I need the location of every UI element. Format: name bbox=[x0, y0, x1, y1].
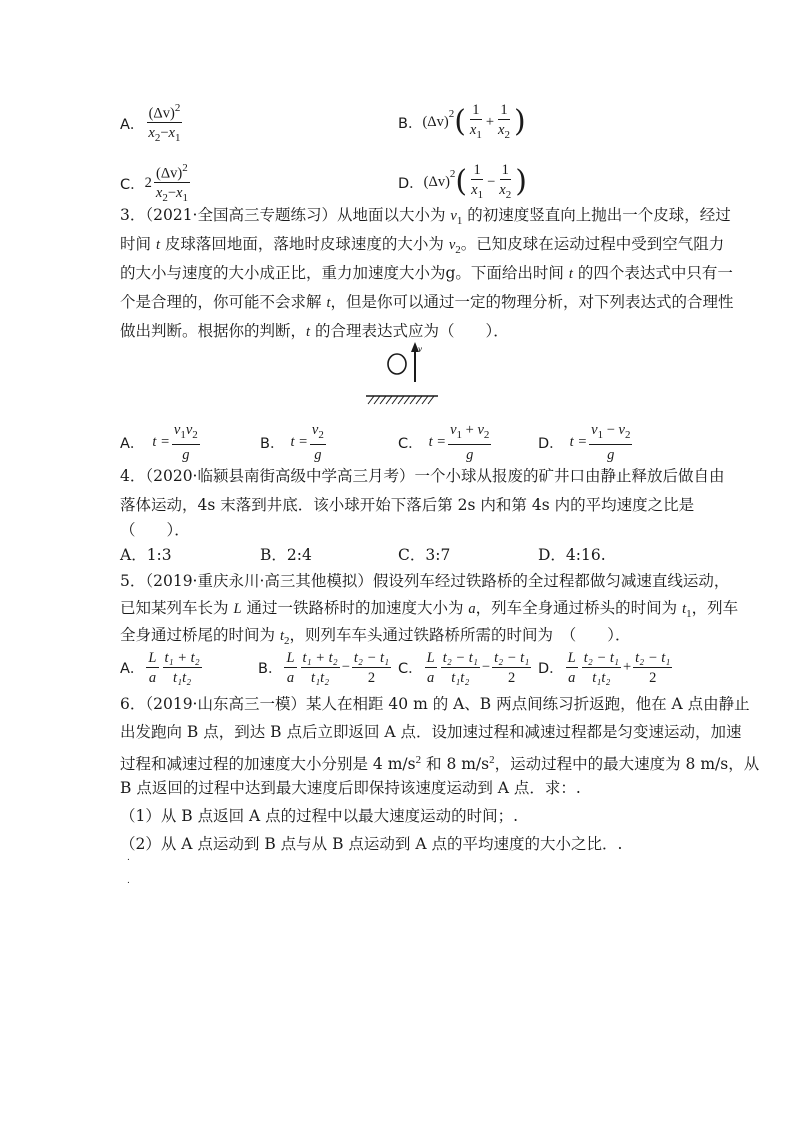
numerator: 1 bbox=[501, 162, 509, 178]
var-t: t bbox=[568, 266, 573, 282]
subscript: 1 bbox=[686, 608, 692, 621]
q5-line-1: 5．（2019·重庆永川·高三其他模拟）假设列车经过铁路桥的全过程都做匀减速直线运动， bbox=[120, 572, 730, 590]
option-label: D． bbox=[398, 175, 424, 192]
numerator: t₂ − t₁ bbox=[635, 650, 671, 666]
minus-sign: − bbox=[487, 173, 496, 190]
paragraph-mark: . bbox=[127, 853, 130, 863]
text: 皮球落回地面，落地时皮球速度的大小为 bbox=[159, 235, 449, 253]
numerator: 1 bbox=[500, 102, 508, 118]
numerator: v bbox=[311, 422, 319, 438]
text: 个是合理的，你可能不会求解 bbox=[120, 293, 327, 311]
q3-option-b bbox=[260, 420, 328, 464]
text: ，则列车车头通过铁路桥所需的时间为 （ ）． bbox=[289, 626, 631, 644]
superscript: 2 bbox=[415, 754, 422, 766]
text: 和 8 m/s bbox=[421, 755, 490, 774]
fraction bbox=[146, 100, 182, 148]
fraction bbox=[496, 100, 512, 144]
subscript: 1 bbox=[180, 429, 186, 442]
q3-option-c bbox=[398, 420, 493, 464]
numerator: 1 bbox=[472, 102, 480, 118]
text: 。已知皮球在运动过程中受到空气阻力 bbox=[460, 235, 725, 253]
fraction bbox=[301, 648, 340, 687]
option-label: A． bbox=[120, 117, 145, 134]
var-t: t bbox=[682, 601, 687, 617]
subscript: 1 bbox=[456, 215, 463, 228]
option-label: C． bbox=[398, 435, 423, 452]
right-paren: ) bbox=[513, 104, 526, 140]
ball bbox=[388, 354, 406, 374]
numerator: t₂ − t₁ bbox=[353, 650, 390, 666]
var-t: t bbox=[306, 324, 311, 340]
subscript: 2 bbox=[318, 429, 324, 442]
subscript: 2 bbox=[483, 429, 490, 442]
text: 全身通过桥尾的时间为 bbox=[120, 626, 280, 644]
text: ，但是你可以通过一定的物理分析，对下列表达式的合理性 bbox=[330, 293, 734, 311]
q6-line-2: 出发跑向 B 点，到达 B 点后立即返回 A 点．设加速过程和减速过程都是匀变速运动，加速 bbox=[120, 723, 742, 741]
denominator: t₁t₂ bbox=[592, 670, 611, 686]
superscript: 2 bbox=[449, 168, 456, 180]
option-label: C． bbox=[398, 661, 423, 677]
numerator: t₂ − t₁ bbox=[442, 650, 478, 666]
numerator: t₁ + t₂ bbox=[302, 650, 338, 666]
text: 已知某列车长为 bbox=[120, 599, 234, 617]
operator: − bbox=[481, 659, 491, 675]
numerator: v bbox=[450, 422, 457, 438]
fraction bbox=[425, 648, 437, 687]
q4-option-d: D．4:16. bbox=[538, 546, 606, 564]
var-a: a bbox=[468, 601, 476, 617]
var-t: t bbox=[155, 237, 160, 253]
q2-option-a bbox=[120, 100, 184, 148]
minus-sign: − bbox=[160, 125, 169, 142]
subscript: 2 bbox=[283, 635, 290, 648]
numerator: t₂ − t₁ bbox=[494, 650, 530, 666]
text: ，列车全身通过桥头的时间为 bbox=[475, 599, 683, 617]
fraction bbox=[566, 648, 578, 687]
numerator: t₂ − t₁ bbox=[583, 650, 619, 666]
superscript: 2 bbox=[448, 108, 455, 120]
q5-option-a bbox=[120, 648, 204, 687]
q5-option-d bbox=[538, 648, 674, 687]
fraction bbox=[352, 648, 391, 687]
right-paren: ) bbox=[515, 164, 527, 200]
text: 的合理表达式应为（ ）． bbox=[310, 322, 509, 340]
text: ，运动过程中的最大速度为 8 m/s，从 bbox=[494, 755, 760, 774]
denominator: x bbox=[499, 182, 506, 198]
denominator-x: x bbox=[148, 125, 155, 142]
q3-option-d bbox=[538, 420, 634, 464]
denominator: x bbox=[471, 182, 478, 198]
minus-sign: − bbox=[167, 185, 176, 202]
coefficient: 2 bbox=[144, 175, 152, 192]
subscript: 2 bbox=[162, 192, 168, 205]
q2-option-d bbox=[398, 160, 527, 204]
operator: + bbox=[622, 659, 632, 675]
text: 3．（2021·全国高三专题练习）从地面以大小为 bbox=[120, 206, 451, 224]
superscript: 2 bbox=[182, 162, 188, 174]
denominator: x bbox=[498, 122, 505, 138]
q4-option-c: C．3:7 bbox=[398, 546, 451, 564]
denominator: a bbox=[148, 670, 157, 686]
subscript: 1 bbox=[182, 192, 188, 205]
fraction bbox=[468, 100, 484, 144]
fraction bbox=[448, 420, 491, 464]
q2-option-b bbox=[398, 100, 526, 144]
denominator: 2 bbox=[649, 670, 657, 686]
numerator: (Δv) bbox=[148, 105, 175, 122]
denominator: t₁t₂ bbox=[311, 670, 330, 686]
lhs: t = bbox=[152, 433, 170, 450]
numerator: L bbox=[148, 650, 157, 666]
operator: − bbox=[341, 659, 350, 675]
operator: − bbox=[603, 422, 619, 438]
lhs: t = bbox=[569, 433, 588, 450]
denominator: a bbox=[427, 670, 435, 686]
subscript: 1 bbox=[476, 129, 482, 142]
option-label: B． bbox=[260, 435, 285, 452]
var-t: t bbox=[279, 628, 284, 644]
numerator: 1 bbox=[473, 162, 481, 178]
subscript: 1 bbox=[456, 429, 463, 442]
denominator: 2 bbox=[508, 670, 516, 686]
denominator: t₁t₂ bbox=[451, 670, 470, 686]
subscript: 2 bbox=[192, 429, 198, 442]
text: 过程和减速过程的加速度大小分别是 4 m/s bbox=[120, 755, 416, 774]
fraction bbox=[633, 648, 672, 687]
option-label: B． bbox=[258, 661, 283, 677]
var-t: t bbox=[326, 295, 331, 311]
subscript: 2 bbox=[504, 129, 510, 142]
numerator: L bbox=[286, 650, 295, 666]
numerator: (Δv) bbox=[156, 165, 183, 182]
delta-v: (Δv) bbox=[423, 173, 450, 190]
ground-hatching bbox=[368, 396, 434, 404]
q6-subquestion-2: （2）从 A 点运动到 B 点与从 B 点运动到 A 点的平均速度的大小之比．. bbox=[120, 835, 623, 853]
plus-sign: + bbox=[485, 113, 495, 130]
denominator: 2 bbox=[367, 670, 376, 686]
q5-option-b bbox=[258, 648, 393, 687]
text: 的大小与速度的大小成正比，重力加速度大小为g。下面给出时间 bbox=[120, 264, 569, 282]
subscript: 1 bbox=[477, 189, 484, 202]
paragraph-mark: . bbox=[127, 876, 130, 886]
option-label: D． bbox=[538, 435, 564, 452]
lhs: t = bbox=[290, 433, 308, 450]
q5-option-c bbox=[398, 648, 533, 687]
numerator: t₁ + t₂ bbox=[164, 650, 200, 666]
q3-option-a bbox=[120, 420, 202, 464]
q4-line-2: 落体运动，4s 末落到井底．该小球开始下落后第 2s 内和第 4s 内的平均速度之比是 bbox=[120, 496, 695, 514]
q4-line-1: 4．（2020·临颍县南街高级中学高三月考）一个小球从报废的矿井口由静止释放后做自由 bbox=[120, 467, 725, 485]
denominator: g bbox=[182, 447, 190, 464]
fraction bbox=[492, 648, 531, 687]
text: ，列车 bbox=[691, 599, 739, 617]
q4-option-a: A．1:3 bbox=[120, 546, 172, 564]
q3-line-4 bbox=[120, 287, 733, 318]
fraction bbox=[497, 160, 513, 204]
numerator: v bbox=[173, 422, 181, 438]
option-label: A． bbox=[120, 435, 145, 452]
operator: + bbox=[462, 422, 478, 438]
q4-option-b: B．2:4 bbox=[260, 546, 312, 564]
text: 时间 bbox=[120, 235, 156, 253]
subscript: 2 bbox=[624, 429, 631, 442]
left-paren: ( bbox=[454, 104, 466, 140]
fraction bbox=[284, 648, 296, 687]
subscript: 2 bbox=[505, 189, 512, 202]
fraction bbox=[146, 648, 158, 687]
q3-line-3 bbox=[120, 258, 733, 289]
fraction bbox=[469, 160, 485, 204]
var-v: v bbox=[448, 237, 456, 253]
denominator-x: x bbox=[176, 185, 183, 202]
denominator-x: x bbox=[168, 125, 175, 142]
option-label: D． bbox=[538, 661, 564, 677]
numerator: v bbox=[618, 422, 625, 438]
text: 通过一铁路桥时的加速度大小为 bbox=[241, 599, 469, 617]
numerator: v bbox=[477, 422, 484, 438]
denominator: a bbox=[286, 670, 295, 686]
subscript: 2 bbox=[154, 132, 161, 145]
subscript: 1 bbox=[597, 429, 604, 442]
subscript: 1 bbox=[174, 132, 181, 145]
fraction bbox=[589, 420, 632, 464]
ball-figure bbox=[360, 340, 450, 412]
option-label: B． bbox=[398, 115, 423, 132]
denominator: a bbox=[568, 670, 576, 686]
denominator-x: x bbox=[155, 185, 163, 202]
numerator: v bbox=[185, 422, 193, 438]
fraction bbox=[172, 420, 200, 464]
left-paren: ( bbox=[455, 164, 468, 200]
text: 的四个表达式中只有一 bbox=[572, 264, 733, 282]
fraction bbox=[163, 648, 202, 687]
text: 做出判断。根据你的判断， bbox=[120, 322, 307, 340]
denominator: g bbox=[607, 447, 615, 464]
superscript: 2 bbox=[489, 754, 495, 766]
q6-line-1: 6．（2019·山东高三一模）某人在相距 40 m 的 A、B 两点间练习折返跑，他在 A 点由静止 bbox=[120, 695, 750, 713]
denominator: x bbox=[469, 122, 477, 138]
subscript: 2 bbox=[455, 244, 461, 257]
option-label: C． bbox=[120, 177, 145, 194]
text: 的初速度竖直向上抛出一个皮球，经过 bbox=[462, 206, 731, 224]
superscript: 2 bbox=[174, 102, 181, 114]
fraction bbox=[310, 420, 326, 464]
denominator: g bbox=[466, 447, 474, 464]
velocity-label: v bbox=[418, 344, 422, 354]
q6-subquestion-1: （1）从 B 点返回 A 点的过程中以最大速度运动的时间；. bbox=[120, 807, 519, 825]
denominator: g bbox=[314, 447, 322, 464]
option-label: A． bbox=[120, 661, 145, 677]
delta-v: (Δv) bbox=[422, 113, 449, 130]
q3-line-5 bbox=[120, 316, 509, 347]
q6-line-4: B 点返回的过程中达到最大速度后即保持该速度运动到 A 点．求：. bbox=[120, 779, 581, 797]
fraction bbox=[441, 648, 480, 687]
var-l: L bbox=[233, 601, 242, 617]
denominator: t₁t₂ bbox=[173, 670, 192, 686]
fraction bbox=[582, 648, 621, 687]
numerator: L bbox=[426, 650, 435, 666]
numerator: v bbox=[591, 422, 598, 438]
var-v: v bbox=[450, 208, 457, 224]
numerator: L bbox=[567, 650, 576, 666]
q4-line-3: （ ）． bbox=[120, 521, 190, 539]
lhs: t = bbox=[428, 433, 447, 450]
